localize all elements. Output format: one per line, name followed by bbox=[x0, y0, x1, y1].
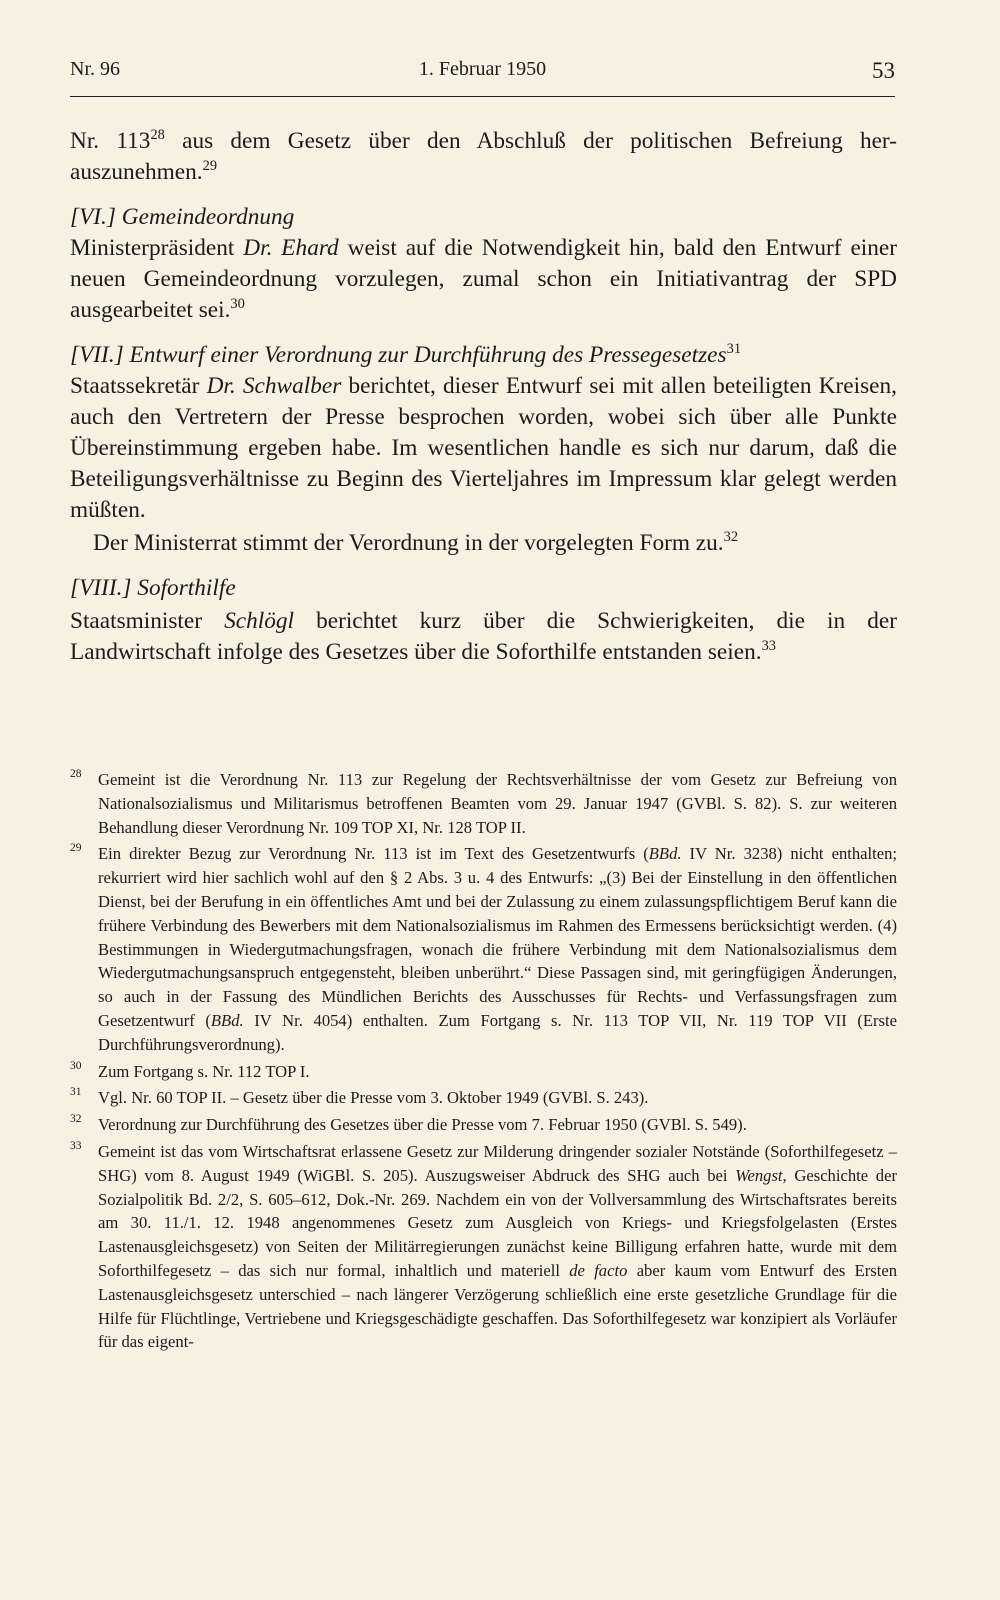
footnote-text: Gemeint ist das vom Wirtschaftsrat erlassene Gesetz zur Milderung dringender sozialer Notstände (Soforthilfegesetz – SHG) vom 8. August 1949 (WiGBl. S. 205). Auszugsweiser Abdruck des SHG auch bei Wengst, Geschichte der Sozialpolitik Bd. 2/2, S. 605–612, Dok.-Nr. 269. Nachdem ein von der Vollversammlung des Wirtschaftsrates bereits am 30. 11./1. 12. 1948 angenommenes Gesetz zum Ausgleich von Kriegs- und Kriegsfolgelasten (Erstes Lastenausgleichsgesetz) von Seiten der Militärregierungen zunächst keine Billigung erfahren hatte, wurde mit dem Soforthilfegesetz – das sich nur formal, inhaltlich und materiell de facto aber kaum vom Entwurf des Ersten Lastenausgleichsgesetz unterschied – nach längerer Verzögerung schließlich eine erste gesetzliche Grundlage für die Hilfe für Flüchtlinge, Vertriebene und Kriegsgeschädigte geschaffen. Das Soforthilfegesetz war konzipiert als Vorläufer für das eigent- bbox=[98, 1141, 897, 1352]
running-header bbox=[70, 58, 895, 86]
footnote-number: 29 bbox=[70, 842, 82, 855]
footnote bbox=[70, 1086, 897, 1110]
person-name: Schlögl bbox=[224, 608, 294, 634]
footnote-ref[interactable]: 30 bbox=[230, 296, 245, 313]
footnote-text: Ein direkter Bezug zur Verordnung Nr. 113 ist im Text des Gesetzentwurfs (BBd. IV Nr. 3238) nicht enthalten; rekurriert wird hier sachlich wohl auf den § 2 Abs. 3 u. 4 des Entwurfs: „(3) Bei der Einstellung in den öffentlichen Dienst, bei der Berufung in ein öffentliches Amt und bei der Zulassung zu einem zulassungspflichtigem Beruf kann die frühere Verbindung des Bewerbers mit dem Nationalsozialismus im Rahmen des Ermessens berücksichtigt werden. (4) Bestimmungen in Wiedergutmachungsfragen, wonach die frühere Verbindung mit dem Nationalsozialismus dem Wiedergutmachungsanspruch entgegensteht, bleiben unberührt.“ Diese Passagen sind, mit geringfügigen Änderungen, so auch in der Fassung des Mündlichen Berichts des Ausschusses für Rechts- und Verfassungsfragen zum Gesetzentwurf (BBd. IV Nr. 4054) enthalten. Zum Fortgang s. Nr. 113 TOP VII, Nr. 119 TOP VII (Erste Durchführungsverordnung). bbox=[98, 844, 898, 1054]
document-number: Nr. 96 bbox=[70, 58, 120, 80]
paragraph: Ministerpräsident Dr. Ehard weist auf die Notwendigkeit hin, bald den Entwurf einer neuen Gemeindeordnung vorzulegen, zumal schon ein Initiativantrag der SPD ausgearbeitet sei.$^{30}$ bbox=[70, 235, 898, 323]
section-heading: [VI.] Gemeindeordnung bbox=[70, 204, 295, 230]
footnote-number: 31 bbox=[70, 1086, 82, 1099]
footnote-number: 30 bbox=[70, 1059, 82, 1072]
person-name: Dr. Schwalber bbox=[206, 373, 342, 399]
footnote-text: Gemeint ist die Verordnung Nr. 113 zur Regelung der Rechtsverhältnisse der vom Gesetz zur Befreiung von Nationalsozialismus und Militarismus betroffenen Beamten vom 29. Januar 1947 (GVBl. S. 82). S. zur weiteren Behandlung dieser Verordnung Nr. 109 TOP XI, Nr. 128 TOP II. bbox=[98, 770, 897, 837]
main-text bbox=[70, 126, 897, 668]
paragraph: Staatssekretär Dr. Schwalber berichtet, dieser Entwurf sei mit allen beteiligten Kreisen, auch den Vertretern der Presse besprochen worden, wobei sich über alle Punkte Übereinstimmung ergeben habe. Im wesentlichen handle es sich nur darum, daß die Beteiligungsverhältnisse zu Beginn des Vierteljahres im Impressum klar gelegt werden müßten. bbox=[70, 373, 897, 523]
footnote-number: 32 bbox=[70, 1113, 82, 1126]
paragraph: Der Ministerrat stimmt der Verordnung in der vorgelegten Form zu.$^{32}$ bbox=[93, 529, 739, 556]
footnote-ref[interactable]: 31 bbox=[726, 341, 742, 358]
paragraph: Nr. $113^{28}$ aus dem Gesetz über den Abschluß der politischen Befreiung her-auszunehmen.$^{29}$ bbox=[70, 127, 897, 185]
header-rule bbox=[70, 96, 895, 97]
footnotes bbox=[70, 768, 897, 1357]
person-name: Dr. Ehard bbox=[243, 235, 339, 261]
footnote-ref[interactable]: 28 bbox=[150, 127, 165, 144]
footnote-number: 28 bbox=[70, 768, 82, 780]
footnote bbox=[70, 1060, 897, 1084]
footnote-text: Zum Fortgang s. Nr. 112 TOP I. bbox=[98, 1061, 310, 1081]
footnote bbox=[70, 842, 897, 1056]
footnote-ref[interactable]: 33 bbox=[761, 638, 776, 655]
section-heading: [VII.] Entwurf einer Verordnung zur Durchführung des Pressegesetzes$^{31}$ bbox=[70, 341, 742, 368]
footnote bbox=[70, 1140, 897, 1354]
footnote-text: Verordnung zur Durchführung des Gesetzes über die Presse vom 7. Februar 1950 (GVBl. S. 549). bbox=[98, 1115, 747, 1135]
footnote-ref[interactable]: 32 bbox=[723, 529, 739, 546]
footnote-ref[interactable]: 29 bbox=[202, 158, 218, 175]
footnote bbox=[70, 1113, 897, 1137]
footnote-number: 33 bbox=[70, 1139, 82, 1152]
paragraph: Staatsminister Schlögl berichtet kurz über die Schwierigkeiten, die in der Landwirtschaft infolge des Gesetzes über die Soforthilfe entstanden seien.$^{33}$ bbox=[70, 608, 897, 665]
page-number: 53 bbox=[872, 58, 895, 83]
header-date: 1. Februar 1950 bbox=[418, 58, 547, 80]
footnote bbox=[70, 768, 897, 839]
footnote-text: Vgl. Nr. 60 TOP II. – Gesetz über die Presse vom 3. Oktober 1949 (GVBl. S. 243). bbox=[98, 1088, 649, 1108]
section-heading: [VIII.] Soforthilfe bbox=[70, 575, 236, 601]
